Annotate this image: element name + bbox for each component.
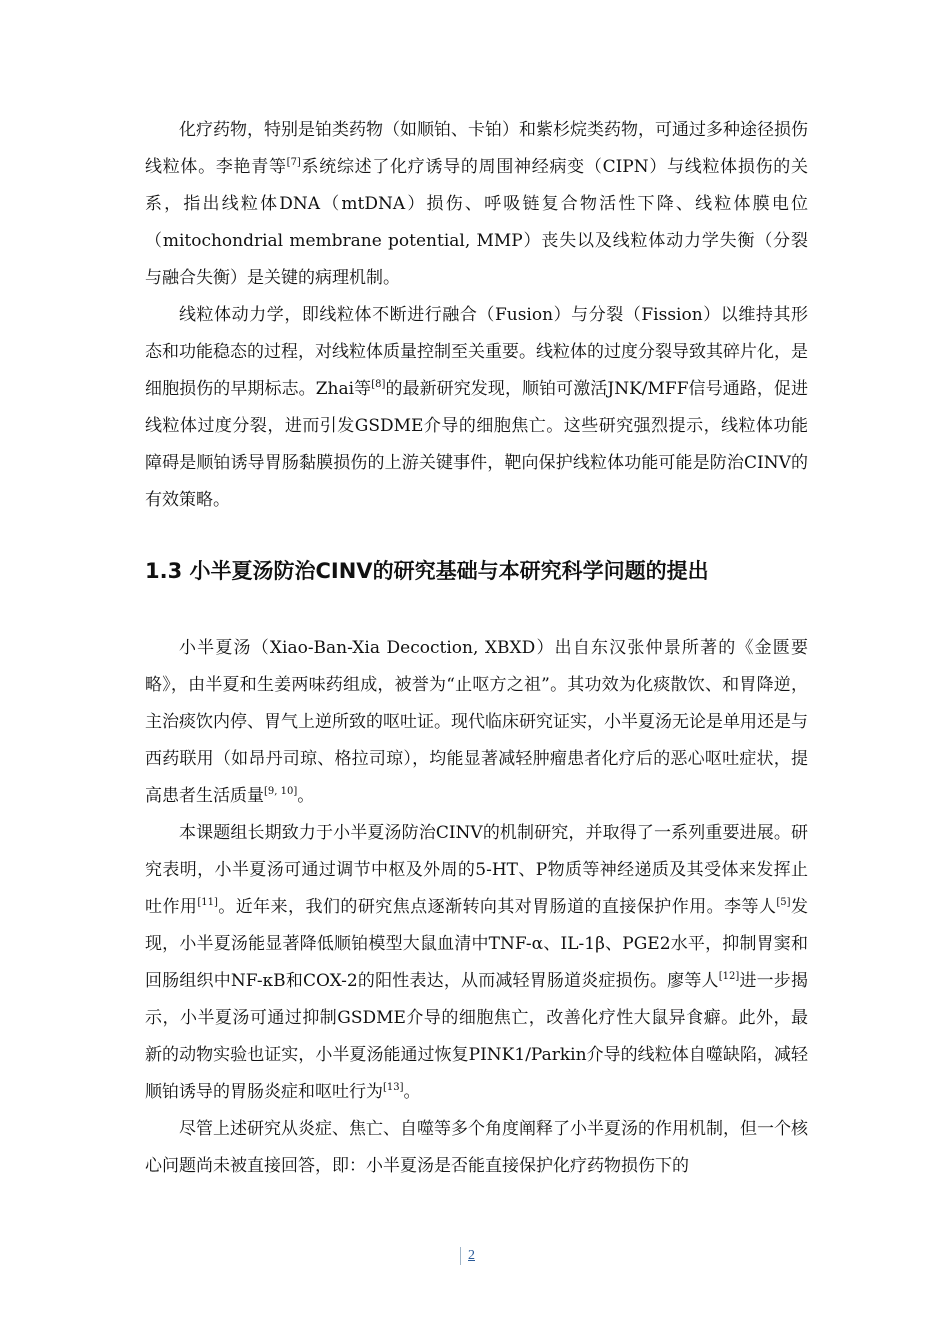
- citation-ref[interactable]: [12]: [718, 971, 740, 982]
- paragraph-text: 的最新研究发现，顺铂可激活JNK/MFF信号通路，促进线粒体过度分裂，进而引发GSDME介导的细胞焦亡。这些研究强烈提示，线粒体功能障碍是顺铂诱导胃肠黏膜损伤的上游关键事件，靶向保护线粒体功能可能是防治CINV的有效策略。: [145, 379, 808, 510]
- citation-ref[interactable]: [5]: [776, 897, 791, 908]
- citation-ref[interactable]: [8]: [371, 379, 386, 390]
- citation-ref[interactable]: [9, 10]: [264, 786, 298, 797]
- paragraph-text: 尽管上述研究从炎症、焦亡、自噬等多个角度阐释了小半夏汤的作用机制，但一个核心问题尚未被直接回答，即：小半夏汤是否能直接保护化疗药物损伤下的: [145, 1119, 808, 1176]
- paragraph-core-question: [145, 1111, 808, 1185]
- paragraph-text: 。近年来，我们的研究焦点逐渐转向其对胃肠道的直接保护作用。李等人: [217, 897, 777, 917]
- paragraph-text: 化疗药物，特别是铂类药物（如顺铂、卡铂）和紫杉烷类药物，可通过多种途径损伤线粒体。李艳青等: [145, 120, 808, 177]
- footer-divider: [460, 1247, 461, 1265]
- paragraph-text: 。: [297, 786, 315, 806]
- text-block-bottom: [145, 630, 808, 1185]
- paragraph-mitochondria-damage: [145, 112, 808, 297]
- paragraph-text: 发现，小半夏汤能显著降低顺铂模型大鼠血清中TNF-α、IL-1β、PGE2水平，抑制胃窦和回肠组织中NF-κB和COX-2的阳性表达，从而减轻胃肠道炎症损伤。廖等人: [145, 897, 809, 991]
- paragraph-text: 本课题组长期致力于小半夏汤防治CINV的机制研究，并取得了一系列重要进展。研究表明，小半夏汤可通过调节中枢及外周的5-HT、P物质等神经递质及其受体来发挥止吐作用: [145, 823, 808, 917]
- page-number[interactable]: 2: [468, 1248, 475, 1263]
- paragraph-text: 进一步揭示，小半夏汤可通过抑制GSDME介导的细胞焦亡，改善化疗性大鼠异食癖。此外，最新的动物实验也证实，小半夏汤能通过恢复PINK1/Parkin介导的线粒体自噬缺陷，减轻顺铂诱导的胃肠炎症和呕吐行为: [145, 971, 808, 1102]
- section-heading: 1.3 小半夏汤防治CINV的研究基础与本研究科学问题的提出: [145, 559, 709, 583]
- paragraph-text: 小半夏汤（Xiao-Ban-Xia Decoction, XBXD）出自东汉张仲景所著的《金匮要略》，由半夏和生姜两味药组成，被誉为“止呕方之祖”。其功效为化痰散饮、和胃降逆，主治痰饮内停、胃气上逆所致的呕吐证。现代临床研究证实，小半夏汤无论是单用还是与西药联用（如昂丹司琼、格拉司琼），均能显著减轻肿瘤患者化疗后的恶心呕吐症状，提高患者生活质量: [145, 638, 808, 806]
- text-block-top: [145, 112, 808, 519]
- paragraph-xbxd-intro: [145, 630, 808, 815]
- citation-ref[interactable]: [13]: [383, 1082, 404, 1093]
- paragraph-mitochondrial-dynamics: [145, 297, 808, 519]
- paragraph-text: 系统综述了化疗诱导的周围神经病变（CIPN）与线粒体损伤的关系，指出线粒体DNA（mtDNA）损伤、呼吸链复合物活性下降、线粒体膜电位（mitochondrial membrane potential, MMP）丧失以及线粒体动力学失衡（分裂与融合失衡）是关键的病理机制。: [145, 157, 808, 288]
- citation-ref[interactable]: [11]: [197, 897, 218, 908]
- paragraph-research-progress: [145, 815, 808, 1111]
- paragraph-text: 。: [403, 1082, 421, 1102]
- paragraph-text: 线粒体动力学，即线粒体不断进行融合（Fusion）与分裂（Fission）以维持其形态和功能稳态的过程，对线粒体质量控制至关重要。线粒体的过度分裂导致其碎片化，是细胞损伤的早期标志。Zhai等: [145, 305, 808, 399]
- page-footer: [0, 1246, 950, 1268]
- citation-ref[interactable]: [7]: [286, 157, 301, 168]
